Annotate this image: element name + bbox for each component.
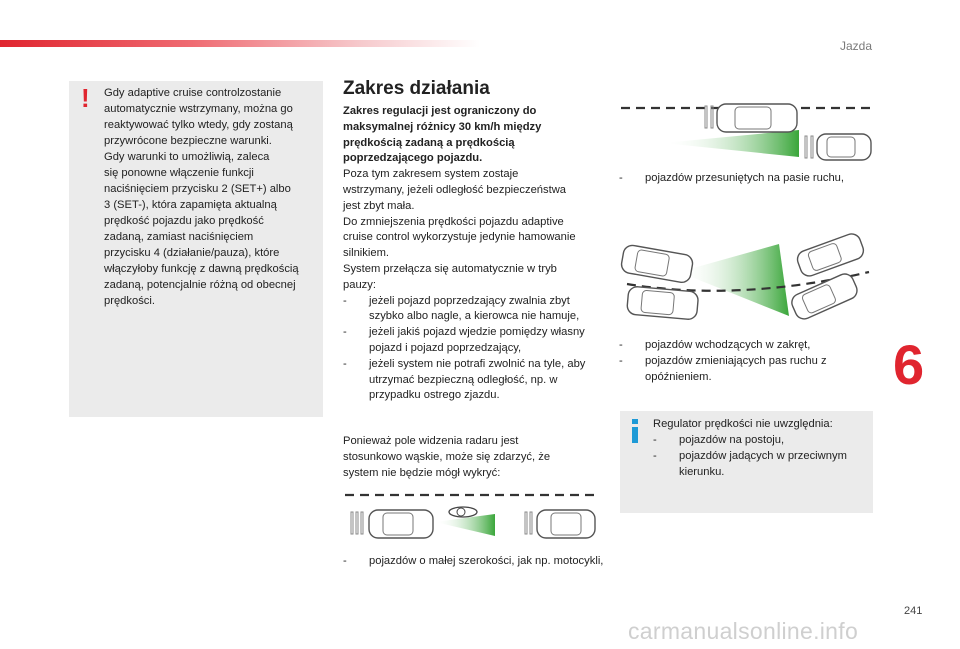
curve-lane-change-illustration	[619, 232, 875, 332]
list-item: - pojazdów wchodzących w zakręt,	[619, 339, 811, 351]
list-item: - jeżeli jakiś pojazd wjedzie pomiędzy własny pojazd i pojazd poprzedzający,	[343, 326, 585, 354]
page-number: 241	[904, 605, 923, 617]
info-title: Regulator prędkości nie uwzględnia:	[653, 418, 833, 430]
paragraph-engine-braking: Do zmniejszenia prędkości pojazdu adaptive cruise control wykorzystuje jedynie hamowanie silnikiem.	[343, 215, 576, 260]
main-column	[343, 104, 605, 404]
section-title: Jazda	[839, 39, 872, 53]
header-accent-bar	[0, 40, 480, 47]
info-icon	[630, 419, 640, 443]
info-list	[653, 433, 863, 480]
warning-box	[69, 81, 323, 417]
lead-paragraph: Zakres regulacji jest ograniczony do maksymalnej różnicy 30 km/h między prędkością zadaną a prędkością poprzedzającego pojazdu.	[343, 105, 542, 165]
warning-text: Gdy adaptive cruise controlzostanie automatycznie wstrzymany, można go reaktywować tylko wtedy, gdy zostaną przywrócone bezpieczne warunki. Gdy warunki to umożliwią, zaleca się ponowne włączenie funkcji naciśnięciem przycisku 2 (SET+) albo 3 (SET-), która zapamięta aktualną prędkość pojazdu jako prędkość zadaną, zamiast naciśnięciem przycisku 4 (działanie/pauza), które włączyłoby funkcję z dawną prędkością zadaną, potencjalnie różną od obecnej prędkości.	[104, 87, 299, 307]
curve-captions	[619, 338, 879, 385]
motorcycle-icon	[449, 507, 477, 517]
radar-paragraph: Ponieważ pole widzenia radaru jest stosunkowo wąskie, może się zdarzyć, że system nie będzie mógł wykryć:	[343, 435, 551, 479]
exclamation-icon: !	[81, 83, 90, 113]
list-item: - pojazdów jadących w przeciwnym kierunku.	[653, 449, 847, 478]
list-item: - pojazdów na postoju,	[653, 434, 785, 446]
watermark: carmanualsonline.info	[628, 618, 859, 644]
page-title: Zakres działania	[343, 78, 490, 99]
list-item: - pojazdów o małej szerokości, jak np. motocykli,	[343, 555, 604, 567]
list-item: - pojazdów przesuniętych na pasie ruchu,	[619, 172, 845, 184]
list-item: - jeżeli system nie potrafi zwolnić na tyle, aby utrzymać bezpieczną odległość, np. w przypadku ostrego zjazdu.	[343, 357, 586, 402]
pause-conditions-list	[343, 294, 605, 405]
list-item: - jeżeli pojazd poprzedzający zwalnia zbyt szybko albo nagle, a kierowca nie hamuje,	[343, 294, 580, 323]
moto-caption	[343, 554, 605, 570]
motorcycle-illustration	[343, 488, 599, 544]
chapter-number: 6	[893, 333, 925, 396]
list-item: - pojazdów zmieniających pas ruchu z opóźnieniem.	[619, 354, 827, 383]
paragraph-range: Poza tym zakresem system zostaje wstrzymany, jeżeli odległość bezpieczeństwa jest zbyt mała.	[343, 168, 567, 212]
info-box	[620, 411, 873, 513]
paragraph-pause: System przełącza się automatycznie w tryb pauzy:	[343, 262, 557, 291]
offset-caption	[619, 171, 879, 187]
offset-vehicle-illustration	[619, 100, 875, 162]
